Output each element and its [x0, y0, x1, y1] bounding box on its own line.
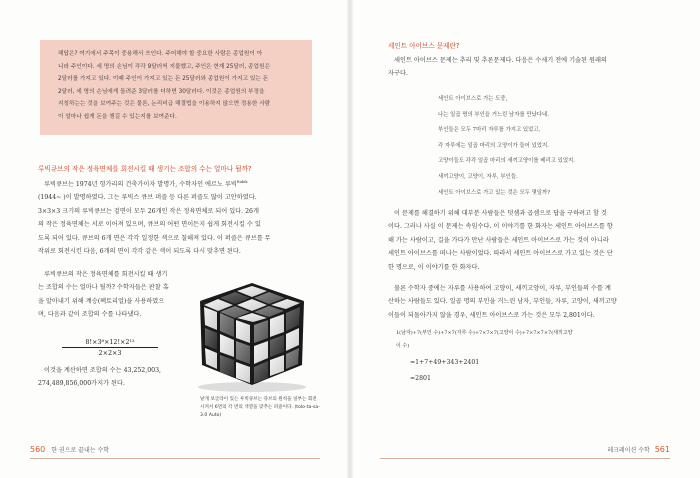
st-ives-calculation: [396, 327, 672, 385]
calc-line: =1+7+49+343+2401: [410, 359, 480, 366]
text-line: 도록 되어 있다. 큐브의 6개 면은 각각 일정한 색으로 칠해져 있다. 이 퍼즐은 큐브를 무: [38, 234, 271, 242]
box-line: 니라 주인이다. 세 명의 손님이 각각 9달러씩 지불했고, 주인은 현재 25달러, 종업원은: [58, 63, 270, 70]
rubik-paragraph-3: [38, 364, 190, 391]
page-number-left: 560: [30, 445, 46, 454]
footer-rule-left: [30, 458, 320, 459]
text-line: (1944~ )이 발명하였다. 그는 루빅스 큐브 퍼즐 등 다른 퍼즐도 많이 고안하였다.: [38, 194, 257, 202]
book-title: 한 권으로 끝내는 수학: [51, 447, 110, 454]
text-line: 루빅큐브의 작은 정육면체를 회전시킬 때 생기: [44, 271, 168, 278]
box-line: 이 얼마나 쉽게 돈을 챙길 수 있는지를 보여준다.: [58, 113, 177, 120]
answer-box: [40, 40, 312, 135]
combination-formula: [62, 338, 158, 357]
verse-line: 나는 일곱 명의 부인을 거느린 남자를 만났다네.: [438, 111, 549, 118]
text-line: 루빅큐브는 1974년 헝가리의 건축가이자 발명가, 수학자인 에르노 루빅$^{Rubik}$: [44, 180, 248, 189]
formula-numerator: 8!×3⁸×12!×2¹²: [62, 338, 158, 348]
box-line: 해답은? 여기에서 주목이 중용해서 쓰인다. 주어해야 할 중요한 사람은 종업원이 아: [58, 51, 263, 57]
text-line: 해 가는 사람이고, 길을 가다가 만난 사람들은 세인트 아이브스로 가는 것이 아니라: [388, 236, 609, 244]
text-line: 한 명으로, 이 이야기를 한 화자다.: [388, 263, 480, 271]
verse-line: 새끼고양이, 고양이, 자루, 부인들.: [438, 173, 518, 180]
superscript-name: Rubik: [236, 180, 248, 184]
footer-left: [30, 445, 109, 454]
text-line: 세인트 아이브스를 떠나는 사람이었다. 따라서 세인트 아이브스로 가고 있는 것은 단: [388, 250, 613, 258]
text-line: 이 문제를 해결하기 위해 대부분 사람들은 덧셈과 곱셈으로 답을 구하려고 할 것: [394, 210, 607, 217]
st-ives-paragraph-1: [388, 207, 674, 274]
text-line: 274,489,856,000가지가 된다.: [38, 380, 125, 388]
verse-line: 부인들은 모두 7마리 자루를 가지고 있었고,: [438, 127, 541, 134]
box-line: 지칭하는는 것을 보여주는 것은 물론, 논리비급 해결법을 이용하지 않으면 정용한 사람: [58, 101, 271, 108]
verse-line: 각 자루에는 일곱 마리의 고양이가 들어 있었지.: [438, 142, 549, 149]
rubik-paragraph-1: [38, 176, 314, 259]
calc-line: =2801: [410, 375, 431, 382]
box-line: 2달러, 세 명의 손님에게 돌려준 3달러를 더하면 30달러다. 이것은 종업원의 부정을: [58, 88, 265, 95]
cube-caption: 낱개 보글라이 있는 루빅큐브는 큐브의 원칙을 일부는 회전시켜서 6면의 각 면의 색깔을 맞추는 퍼즐이다. (tolo-ta-sa-3.0 Auto): [200, 397, 320, 418]
text-line: 산하는 사람들도 있다. 일곱 명의 부인을 거느린 남자, 부인들, 자루, 고양이, 새끼고양: [388, 298, 617, 306]
st-ives-verse: [438, 92, 638, 201]
text-line: 세인트 아이브스 문제는 추리 및 추론문제다. 다음은 수세기 전에 기술된 원래의: [394, 57, 607, 64]
calc-line: 1(남자)+7(부인 수)+7×7(자루 수)+7×7×7(고양이 수)+7×7×7×7(새끼고양: [396, 330, 573, 336]
footer-rule-right: [380, 458, 670, 459]
text-line: 자구다.: [388, 70, 408, 78]
chapter-title: 레크레이션 수학: [607, 447, 650, 454]
verse-line: 세인트 아이브스로 가고 있는 것은 모두 몇일까?: [438, 189, 551, 196]
text-line: 을 알아내기 위해 계승(팩토리얼)을 사용하였으: [38, 297, 165, 305]
formula-denominator: 2×2×3: [98, 349, 122, 357]
verse-line: 고양이들도 각각 일곱 마리의 새끼고양이를 베리고 있었지.: [438, 158, 575, 165]
text-line: 이다. 그러나 사실 이 문제는 속임수다. 이 이야기를 한 화자는 세인트 아이브스를 향: [388, 223, 613, 231]
page-number-right: 561: [654, 445, 670, 454]
text-line: 이것을 계산하면 조합의 수는 43,252,003,: [44, 367, 161, 374]
st-ives-paragraph-2: [388, 282, 674, 322]
text-line: 물론 수학자 중에는 자루를 사용하여 고양이, 새끼고양이, 자루, 부인들의 수를 계: [394, 285, 611, 292]
section-title-st-ives: 세인트 아이브스 문제란?: [388, 42, 460, 50]
rubik-cube-image: [190, 277, 314, 393]
text-line: 작위로 회전시킨 다음, 6개의 면이 각각 같은 색이 되도록 다시 맞추면 된다.: [38, 248, 241, 256]
text-line: 3×3×3 크기의 루빅큐브는 겉면이 모두 26개인 작은 정육면체로 되어 있다. 26개: [38, 207, 259, 215]
book-gutter: [347, 0, 353, 478]
text-line: 의 작은 정육면체는 서로 이어져 있으며, 큐브의 어떤 면이든지 쉽게 회전시킬 수 있: [38, 221, 261, 229]
text-line: 며, 다음과 같이 조합의 수를 나타냈다.: [38, 311, 142, 319]
text-line: 는 조합의 수는 얼마나 될까? 수학자들은 판찰 혹: [38, 284, 169, 292]
text-line: 이들이 되돌아가지 않을 경우, 세인트 아이브스로 가는 것은 모두 2,801이다.: [388, 311, 595, 319]
verse-line: 세인트 아이브스로 가는 도중,: [438, 96, 508, 102]
rubik-paragraph-2: [38, 268, 188, 322]
box-line: 2달러를 가지고 있다. 이때 주인이 가지고 있는 돈 25달러와 종업원이 가지고 있는 돈: [58, 76, 269, 83]
section-title-rubik: 루빅큐브의 작은 정육면체를 회전시킬 때 생기는 조합의 수는 얼마나 될까?: [38, 165, 252, 173]
st-ives-intro: [388, 54, 670, 81]
footer-right: [607, 445, 670, 454]
calc-line: 이 수): [396, 343, 410, 349]
